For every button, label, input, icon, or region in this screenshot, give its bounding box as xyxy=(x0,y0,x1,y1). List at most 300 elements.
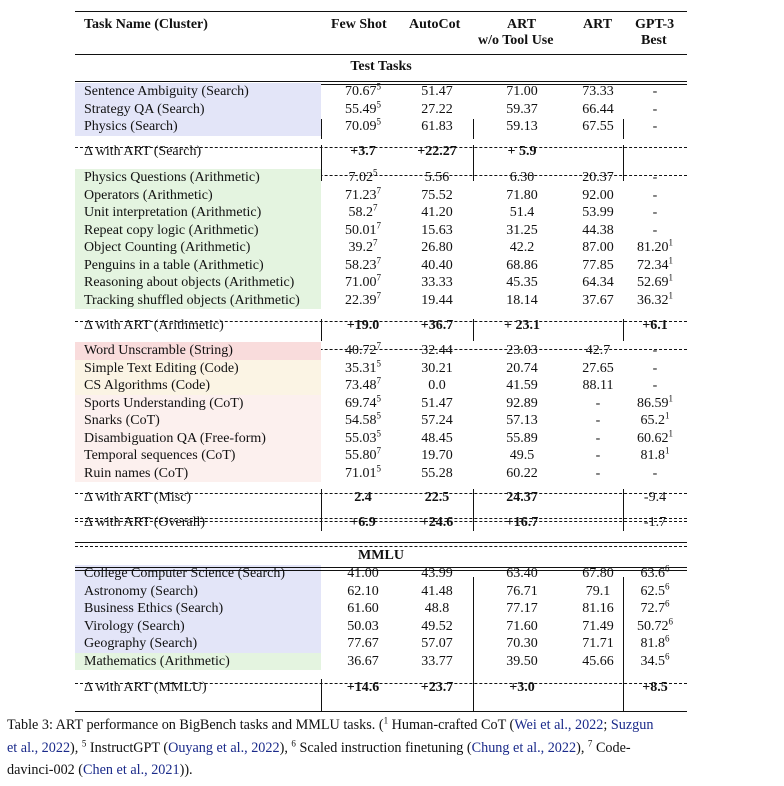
footnote-marker: 1 xyxy=(665,410,670,421)
cell-value: 27.65 xyxy=(582,360,614,376)
table-caption xyxy=(7,714,772,782)
table-row xyxy=(75,447,687,465)
task-name-cell: Δ with ART (Search) xyxy=(84,144,202,159)
cell-value: 6.30 xyxy=(509,170,535,185)
cite-ouyang[interactable]: Ouyang et al., 2022 xyxy=(168,739,280,756)
caption-sup-6: 6 xyxy=(291,737,296,748)
cell-value: + 23.1 xyxy=(504,318,540,333)
task-name-cell: Business Ethics (Search) xyxy=(84,601,224,616)
column-divider xyxy=(473,145,474,181)
autocot-cell xyxy=(397,653,477,671)
cell-value: 81.16 xyxy=(582,601,614,616)
cell-value: 50.72 xyxy=(637,618,669,634)
autocot-cell xyxy=(397,514,477,532)
cell-value: - xyxy=(652,119,658,134)
column-divider xyxy=(623,489,624,531)
art-no-tool-cell xyxy=(482,618,562,636)
mmlu-rule-top xyxy=(75,542,687,543)
cell-value: 67.80 xyxy=(582,566,614,581)
gpt3-cell xyxy=(615,600,695,618)
few-shot-cell xyxy=(323,98,403,119)
footnote-marker: 6 xyxy=(665,633,670,644)
cell-value: 22.5 xyxy=(424,490,450,505)
header-rule xyxy=(75,54,687,55)
footnote-marker: 6 xyxy=(665,650,670,661)
cell-value: - xyxy=(652,84,658,99)
few-shot-cell xyxy=(323,489,403,507)
table-row xyxy=(75,289,687,310)
footnote-marker: 5 xyxy=(376,116,381,127)
cell-value: - xyxy=(595,413,601,428)
cell-value: 33.33 xyxy=(421,275,453,290)
caption-text: Code- xyxy=(592,739,631,756)
gpt3-cell xyxy=(615,239,695,257)
table-row xyxy=(75,169,687,187)
cell-value: 33.77 xyxy=(421,653,453,669)
few-shot-cell xyxy=(323,219,403,240)
cell-value: 79.1 xyxy=(585,583,611,599)
art-no-tool-cell xyxy=(482,635,562,653)
cell-value: 15.63 xyxy=(421,222,453,238)
cell-value: - xyxy=(595,465,601,481)
autocot-cell xyxy=(397,143,477,161)
cell-value: 87.00 xyxy=(582,240,614,255)
autocot-cell xyxy=(397,222,477,240)
footnote-marker: 5 xyxy=(373,167,378,178)
cell-value: 37.67 xyxy=(582,292,614,308)
cell-value: 45.66 xyxy=(582,653,614,669)
art-no-tool-cell xyxy=(482,395,562,413)
autocot-cell xyxy=(397,204,477,222)
art-no-tool-cell xyxy=(482,514,562,532)
gpt3-cell xyxy=(615,447,695,465)
table-row xyxy=(75,239,687,257)
art-no-tool-cell xyxy=(482,101,562,119)
art-no-tool-cell xyxy=(482,274,562,292)
cite-wei[interactable]: Wei et al., 2022 xyxy=(514,717,604,733)
cell-value: -9.4 xyxy=(643,490,667,505)
table-row xyxy=(75,98,687,119)
art-no-tool-cell xyxy=(482,583,562,601)
gpt3-cell xyxy=(615,222,695,240)
column-divider xyxy=(473,319,474,341)
cell-value: 51.4 xyxy=(509,205,535,220)
cell-value: 0.0 xyxy=(428,378,446,393)
cell-value: 41.59 xyxy=(506,378,538,393)
table-row xyxy=(75,635,687,653)
cell-value: 92.00 xyxy=(582,187,614,203)
art-no-tool-cell xyxy=(482,489,562,507)
cell-value: +19.0 xyxy=(346,318,380,333)
header-art: ART xyxy=(583,17,613,32)
art-no-tool-cell xyxy=(482,239,562,257)
cell-value: 60.62 xyxy=(637,430,669,446)
autocot-cell xyxy=(397,101,477,119)
autocot-cell xyxy=(397,239,477,257)
cell-value: 5.56 xyxy=(424,170,450,185)
task-name-cell: Δ with ART (Overall) xyxy=(84,515,206,530)
cell-value: 2.4 xyxy=(354,490,372,505)
few-shot-cell xyxy=(323,600,403,618)
cell-value: 70.30 xyxy=(506,636,538,651)
cell-value: 7.02 xyxy=(348,170,373,185)
footnote-marker: 1 xyxy=(668,392,673,403)
few-shot-cell xyxy=(323,184,403,205)
cell-value: 70.09 xyxy=(345,119,377,134)
gpt3-cell xyxy=(615,615,695,636)
autocot-cell xyxy=(397,83,477,101)
gpt3-cell xyxy=(615,83,695,101)
cell-value: 61.83 xyxy=(421,119,453,134)
top-rule xyxy=(75,11,687,12)
footnote-marker: 7 xyxy=(376,219,381,230)
table-row xyxy=(75,274,687,292)
cell-value: 31.25 xyxy=(506,222,538,238)
autocot-cell xyxy=(397,360,477,378)
cell-value: - xyxy=(652,343,658,358)
cell-value: 26.80 xyxy=(421,240,453,255)
header-autocot: AutoCot xyxy=(409,17,461,32)
task-name-cell: CS Algorithms (Code) xyxy=(84,378,211,393)
autocot-cell xyxy=(397,430,477,448)
autocot-cell xyxy=(397,583,477,601)
few-shot-cell xyxy=(323,618,403,636)
footnote-marker: 5 xyxy=(376,98,381,109)
cell-value: - xyxy=(652,465,658,481)
cell-value: 77.17 xyxy=(506,601,538,616)
cite-suzgun-b[interactable]: et al., 2022 xyxy=(7,739,71,756)
cell-value: 62.5 xyxy=(640,583,665,599)
footnote-marker: 6 xyxy=(665,563,670,574)
cell-value: 44.38 xyxy=(582,222,614,238)
task-name-cell: Operators (Arithmetic) xyxy=(84,187,213,203)
task-name-cell: Mathematics (Arithmetic) xyxy=(84,653,230,669)
cell-value: +23.7 xyxy=(420,680,454,695)
section-rule xyxy=(75,81,687,82)
art-no-tool-cell xyxy=(482,292,562,310)
few-shot-cell xyxy=(323,635,403,653)
cell-value: 58.23 xyxy=(345,257,377,273)
autocot-cell xyxy=(397,679,477,697)
task-name-cell: Temporal sequences (CoT) xyxy=(84,448,236,463)
art-no-tool-cell xyxy=(482,169,562,187)
cell-value: 81.20 xyxy=(637,240,669,255)
gpt3-cell xyxy=(615,342,695,360)
few-shot-cell xyxy=(323,392,403,413)
footnote-marker: 7 xyxy=(376,375,381,386)
cell-value: +16.7 xyxy=(505,515,539,530)
cell-value: 60.22 xyxy=(506,465,538,481)
footnote-marker: 7 xyxy=(376,445,381,456)
cell-value: 27.22 xyxy=(421,101,453,117)
cell-value: - xyxy=(652,222,658,238)
cell-value: 51.47 xyxy=(421,395,453,411)
art-no-tool-cell xyxy=(482,360,562,378)
art-no-tool-cell xyxy=(482,679,562,697)
cell-value: 73.33 xyxy=(582,84,614,99)
few-shot-cell xyxy=(323,514,403,532)
art-no-tool-cell xyxy=(482,143,562,161)
task-name-cell: Astronomy (Search) xyxy=(84,583,198,599)
cell-value: 50.01 xyxy=(345,222,377,238)
art-no-tool-cell xyxy=(482,377,562,395)
cell-value: - xyxy=(652,205,658,220)
cell-value: - xyxy=(595,448,601,463)
cell-value: - xyxy=(652,187,658,203)
autocot-cell xyxy=(397,377,477,395)
autocot-cell xyxy=(397,489,477,507)
autocot-cell xyxy=(397,635,477,653)
cell-value: 51.47 xyxy=(421,84,453,99)
cell-value: 61.60 xyxy=(347,601,379,616)
caption-text: ), xyxy=(279,739,292,756)
task-name-cell: Snarks (CoT) xyxy=(84,413,160,428)
footnote-marker: 1 xyxy=(668,427,673,438)
autocot-cell xyxy=(397,292,477,310)
cell-value: 88.11 xyxy=(582,378,614,393)
header-few-shot: Few Shot xyxy=(331,17,387,32)
cell-value: 71.71 xyxy=(582,636,614,651)
footnote-marker: 7 xyxy=(373,202,378,213)
column-divider xyxy=(473,489,474,531)
header-art-no-tool-2: w/o Tool Use xyxy=(478,33,554,48)
delta-row xyxy=(75,317,687,335)
cell-value: 73.48 xyxy=(345,378,377,393)
cell-value: - xyxy=(652,170,658,185)
column-divider xyxy=(623,119,624,139)
cite-suzgun-a[interactable]: Suzgun xyxy=(610,717,654,733)
cell-value: 40.72 xyxy=(345,343,377,358)
cell-value: 40.40 xyxy=(421,257,453,273)
footnote-marker: 1 xyxy=(668,237,673,248)
cell-value: 59.13 xyxy=(506,119,538,134)
cell-value: 48.45 xyxy=(421,430,453,446)
footnote-marker: 7 xyxy=(376,272,381,283)
cell-value: 63.40 xyxy=(506,566,538,581)
cell-value: 22.39 xyxy=(345,292,377,308)
cell-value: 41.00 xyxy=(347,566,379,581)
section-mmlu: MMLU xyxy=(358,548,404,563)
column-divider xyxy=(623,319,624,341)
cell-value: 72.34 xyxy=(637,257,669,273)
delta-row xyxy=(75,143,687,161)
header-art-no-tool-1: ART xyxy=(507,17,537,32)
gpt3-cell xyxy=(615,514,695,532)
table-row xyxy=(75,254,687,275)
footnote-marker: 5 xyxy=(376,410,381,421)
cell-value: 52.69 xyxy=(637,275,669,290)
cell-value: 65.2 xyxy=(640,413,665,428)
cell-value: -1.7 xyxy=(643,515,667,530)
art-no-tool-cell xyxy=(482,600,562,618)
footnote-marker: 5 xyxy=(376,462,381,473)
cell-value: 57.24 xyxy=(421,413,453,428)
table-row xyxy=(75,580,687,601)
autocot-cell xyxy=(397,600,477,618)
cell-value: 70.67 xyxy=(345,84,377,99)
footnote-marker: 7 xyxy=(376,340,381,351)
cell-value: 62.10 xyxy=(347,583,379,599)
cell-value: +14.6 xyxy=(346,680,380,695)
art-no-tool-cell xyxy=(482,447,562,465)
cell-value: 20.37 xyxy=(582,170,614,185)
gpt3-cell xyxy=(615,427,695,448)
art-no-tool-cell xyxy=(482,342,562,360)
cell-value: +24.6 xyxy=(420,515,454,530)
caption-text: ), xyxy=(70,739,82,756)
caption-text: davinci-002 ( xyxy=(7,762,84,778)
cell-value: 55.49 xyxy=(345,101,377,117)
task-name-cell: Virology (Search) xyxy=(84,618,185,634)
task-name-cell: Reasoning about objects (Arithmetic) xyxy=(84,275,295,290)
art-no-tool-cell xyxy=(482,83,562,101)
header-task: Task Name (Cluster) xyxy=(84,17,208,32)
caption-label: Table 3: ART performance on BigBench tasks and MMLU tasks. ( xyxy=(7,717,384,733)
autocot-cell xyxy=(397,317,477,335)
table-row xyxy=(75,204,687,222)
cell-value: 49.5 xyxy=(509,448,535,463)
task-name-cell: Object Counting (Arithmetic) xyxy=(84,240,251,255)
cell-value: 48.8 xyxy=(424,601,450,616)
cell-value: 64.34 xyxy=(582,275,614,290)
table-row xyxy=(75,650,687,671)
cell-value: 63.6 xyxy=(640,566,665,581)
cell-value: 86.59 xyxy=(637,395,669,411)
section-test-tasks: Test Tasks xyxy=(350,59,412,74)
few-shot-cell xyxy=(323,254,403,275)
task-name-cell: Sentence Ambiguity (Search) xyxy=(84,84,249,99)
task-name-cell: College Computer Science (Search) xyxy=(84,566,285,581)
table-row xyxy=(75,184,687,205)
cell-value: 39.2 xyxy=(348,240,373,255)
cell-value: 35.31 xyxy=(345,360,377,376)
column-divider xyxy=(623,145,624,181)
autocot-cell xyxy=(397,187,477,205)
header-gpt3-1: GPT-3 xyxy=(635,17,675,32)
task-name-cell: Geography (Search) xyxy=(84,636,198,651)
cell-value: 59.37 xyxy=(506,101,538,117)
few-shot-cell xyxy=(323,679,403,697)
column-divider xyxy=(623,577,624,711)
footnote-marker: 5 xyxy=(376,392,381,403)
few-shot-cell xyxy=(323,427,403,448)
cell-value: 68.86 xyxy=(506,257,538,273)
footnote-marker: 7 xyxy=(376,254,381,265)
gpt3-cell xyxy=(615,679,695,697)
cell-value: 71.23 xyxy=(345,187,377,203)
few-shot-cell xyxy=(323,583,403,601)
caption-sup-5: 5 xyxy=(81,737,87,748)
cell-value: 58.2 xyxy=(348,205,373,220)
art-no-tool-cell xyxy=(482,317,562,335)
footnote-marker: 6 xyxy=(665,580,670,591)
footnote-marker: 1 xyxy=(668,272,673,283)
autocot-cell xyxy=(397,118,477,136)
cell-value: 19.44 xyxy=(421,292,453,308)
cell-value: 18.14 xyxy=(506,292,538,308)
art-no-tool-cell xyxy=(482,653,562,671)
cell-value: 75.52 xyxy=(421,187,453,203)
task-name-cell: Sports Understanding (CoT) xyxy=(84,395,244,411)
caption-text: Scaled instruction finetuning ( xyxy=(295,739,472,756)
footnote-marker: 1 xyxy=(668,289,673,300)
autocot-cell xyxy=(397,395,477,413)
task-name-cell: Penguins in a table (Arithmetic) xyxy=(84,257,264,273)
cell-value: 53.99 xyxy=(582,205,614,220)
caption-text: )). xyxy=(179,762,193,778)
cell-value: 20.74 xyxy=(506,360,538,376)
cell-value: - xyxy=(595,430,601,446)
cell-value: 24.37 xyxy=(506,490,538,505)
table-row xyxy=(75,600,687,618)
gpt3-cell xyxy=(615,650,695,671)
cell-value: 71.80 xyxy=(506,187,538,203)
column-divider xyxy=(321,489,322,531)
gpt3-cell xyxy=(615,360,695,378)
autocot-cell xyxy=(397,274,477,292)
footnote-marker: 7 xyxy=(376,184,381,195)
table-row xyxy=(75,83,687,101)
cell-value: 77.85 xyxy=(582,257,614,273)
table-row xyxy=(75,392,687,413)
footnote-marker: 6 xyxy=(668,615,673,626)
art-no-tool-cell xyxy=(482,187,562,205)
cell-value: 71.49 xyxy=(582,618,614,634)
caption-text: ; xyxy=(603,717,611,733)
autocot-cell xyxy=(397,465,477,483)
gpt3-cell xyxy=(615,635,695,653)
gpt3-cell xyxy=(615,254,695,275)
cell-value: 43.99 xyxy=(421,566,453,581)
task-name-cell: Tracking shuffled objects (Arithmetic) xyxy=(84,292,300,308)
few-shot-cell xyxy=(323,653,403,671)
cell-value: - xyxy=(595,395,601,411)
few-shot-cell xyxy=(323,118,403,136)
autocot-cell xyxy=(397,342,477,360)
cell-value: 42.2 xyxy=(509,240,535,255)
cite-chen[interactable]: Chen et al., 2021 xyxy=(83,762,180,778)
cell-value: 50.03 xyxy=(347,618,379,634)
few-shot-cell xyxy=(323,289,403,310)
mmlu-rule-2 xyxy=(75,570,687,571)
task-name-cell: Δ with ART (Arithmetic) xyxy=(84,318,224,333)
few-shot-cell xyxy=(323,412,403,430)
cell-value: 92.89 xyxy=(506,395,538,411)
task-name-cell: Physics Questions (Arithmetic) xyxy=(84,170,260,185)
gpt3-cell xyxy=(615,377,695,395)
task-name-cell: Ruin names (CoT) xyxy=(84,465,189,481)
cell-value: +6.1 xyxy=(642,318,668,333)
column-divider xyxy=(473,119,474,139)
cell-value: - xyxy=(652,360,658,376)
mmlu-rule-1 xyxy=(75,567,687,568)
cell-value: +3.0 xyxy=(509,680,535,695)
table-row xyxy=(75,615,687,636)
few-shot-cell xyxy=(323,204,403,222)
cell-value: 71.00 xyxy=(345,275,377,290)
table-row xyxy=(75,412,687,430)
cell-value: 32.44 xyxy=(421,343,453,358)
gpt3-cell xyxy=(615,118,695,136)
cell-value: 36.32 xyxy=(637,292,669,308)
art-no-tool-cell xyxy=(482,412,562,430)
gpt3-cell xyxy=(615,204,695,222)
few-shot-cell xyxy=(323,462,403,483)
caption-text: ), xyxy=(576,739,588,756)
caption-text: InstructGPT ( xyxy=(86,739,169,756)
table-row xyxy=(75,342,687,360)
cite-chung[interactable]: Chung et al., 2022 xyxy=(471,739,577,756)
